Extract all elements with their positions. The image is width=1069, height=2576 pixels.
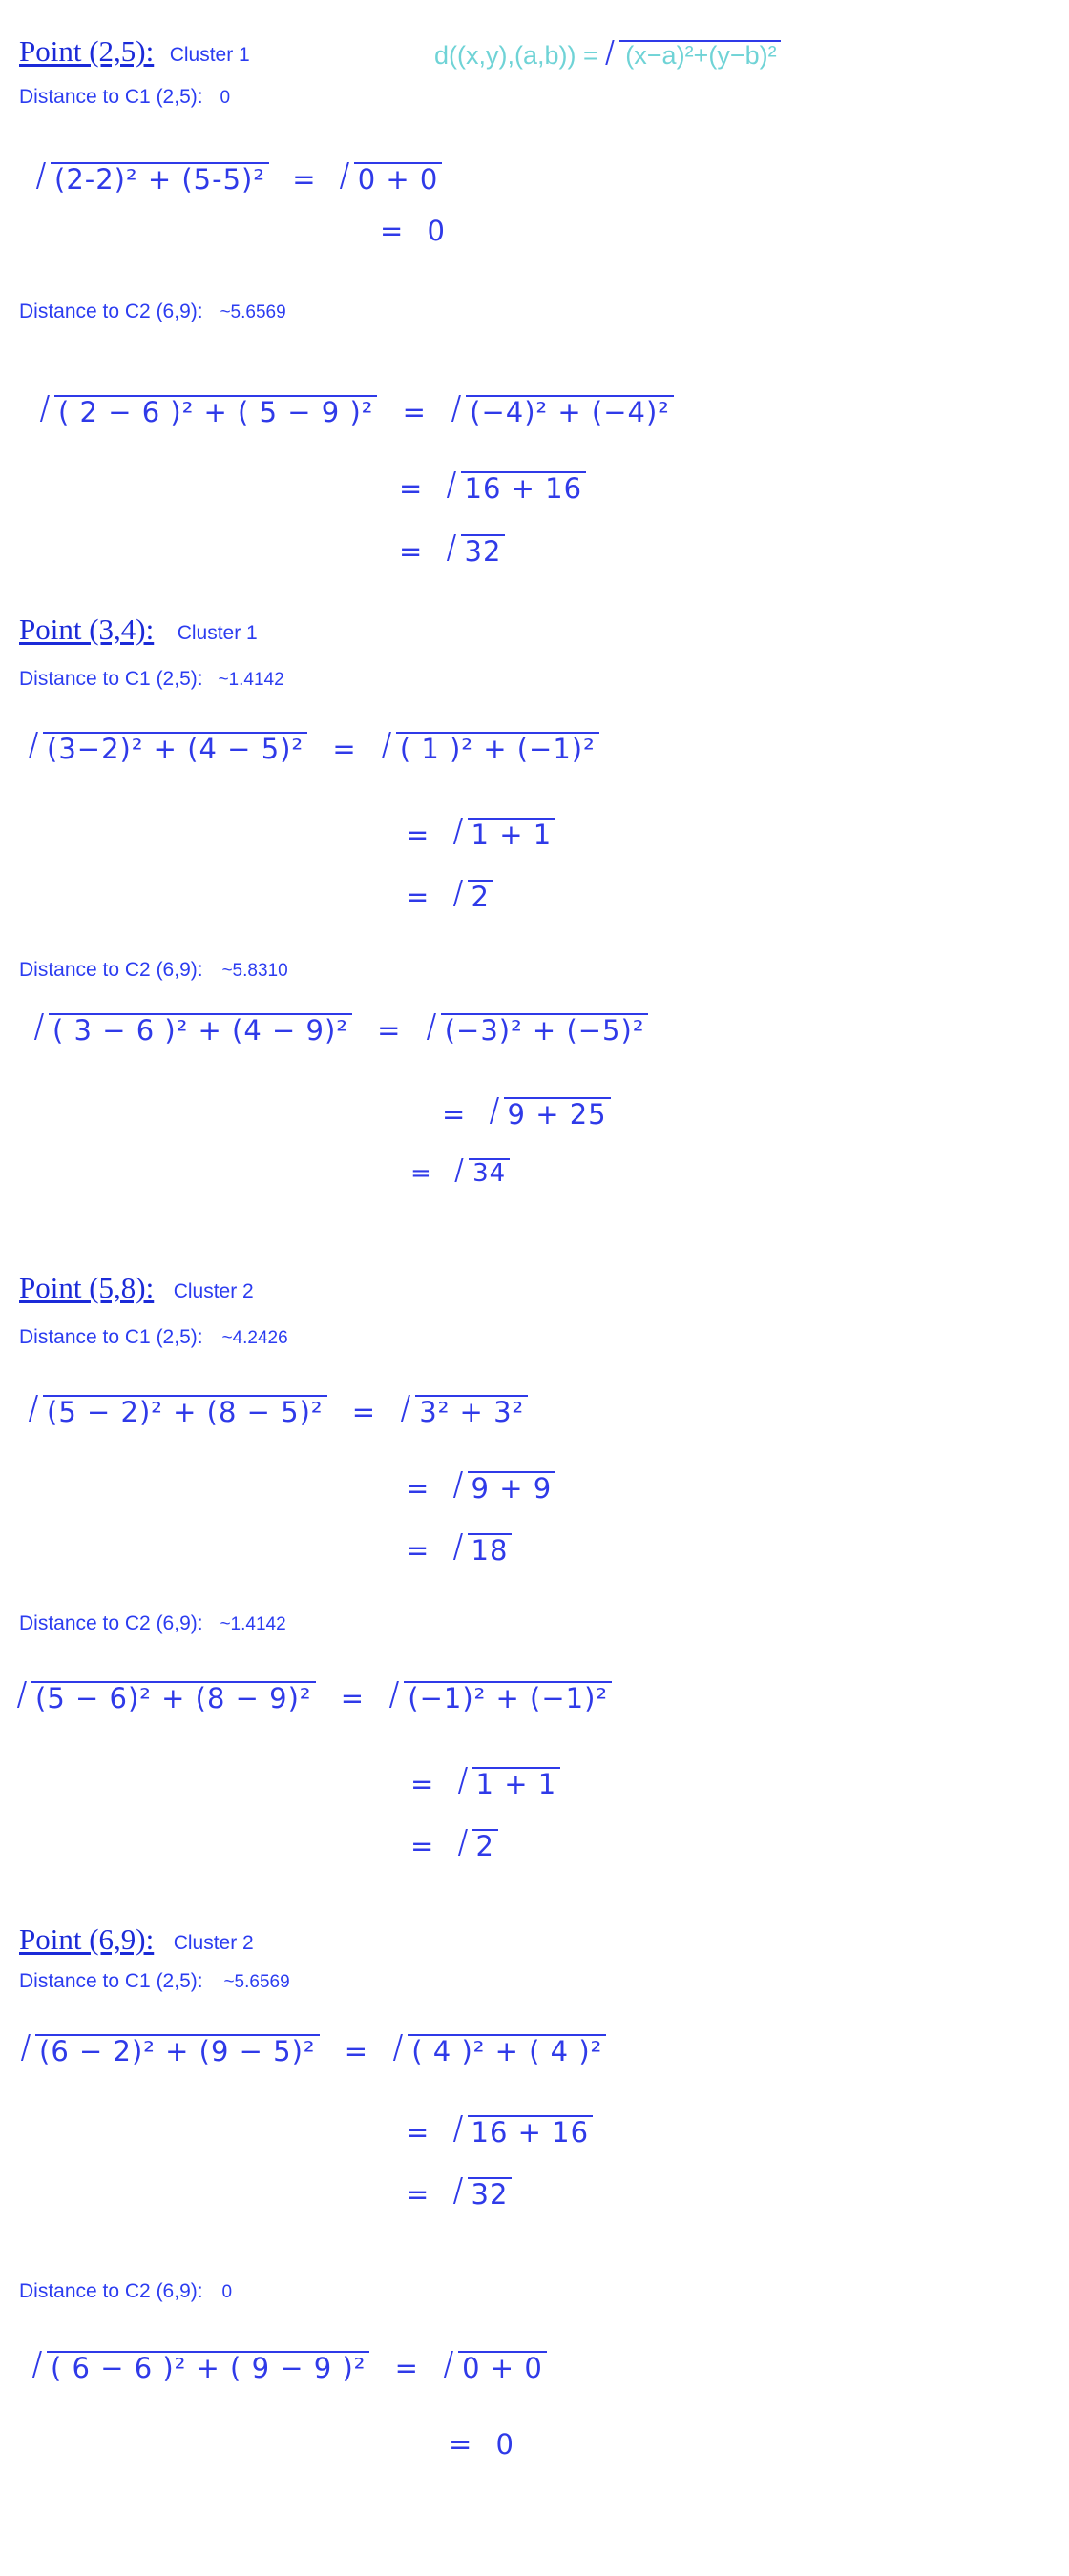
math-eq-2-1-1: = — [410, 1768, 435, 1800]
math-line-0-0-1 — [380, 215, 446, 247]
math-line-2-0-1 — [406, 1469, 555, 1505]
math-eq-2-1-2: = — [410, 1830, 435, 1862]
math-line-1-0-0 — [29, 730, 599, 765]
math-rhs-radical-0-1-0 — [451, 393, 674, 428]
math-rhs-radical-1-1-2 — [454, 1156, 510, 1188]
math-line-1-1-1 — [442, 1095, 611, 1131]
math-rhs-2-0-1: 9 + 9 — [471, 1472, 553, 1505]
math-lhs-2-0-0: (5 − 2)² + (8 − 5)² — [47, 1396, 324, 1428]
math-line-0-1-0 — [40, 393, 674, 428]
math-lhs-radical-1-0-0 — [29, 730, 307, 765]
distance-formula — [434, 38, 781, 71]
math-line-3-0-2 — [406, 2175, 512, 2211]
math-rhs-2-1-0: (−1)² + (−1)² — [408, 1682, 609, 1714]
math-rhs-2-1-2: 2 — [475, 1830, 494, 1862]
point-cluster-3: Cluster 2 — [173, 1932, 254, 1954]
math-eq-0-0-1: = — [380, 215, 405, 247]
distance-value-1-1: ~5.8310 — [221, 961, 288, 981]
distance-label-text-0-1: Distance to C2 (6,9): — [19, 301, 203, 322]
math-line-3-0-0 — [21, 2032, 606, 2067]
math-rhs-radical-3-0-2 — [453, 2175, 513, 2211]
math-lhs-0-1-0: ( 2 − 6 )² + ( 5 − 9 )² — [58, 396, 374, 428]
distance-formula-radical — [605, 38, 780, 71]
math-eq-3-1-1: = — [449, 2428, 473, 2461]
math-rhs-1-0-0: ( 1 )² + (−1)² — [399, 733, 596, 765]
distance-label-0-0 — [19, 86, 230, 109]
distance-label-1-1 — [19, 959, 288, 982]
point-cluster-2: Cluster 2 — [173, 1280, 254, 1302]
distance-formula-radicand: (x−a)²+(y−b)² — [625, 41, 777, 70]
math-rhs-3-1-1: 0 — [495, 2428, 514, 2461]
math-rhs-1-1-1: 9 + 25 — [507, 1098, 607, 1131]
math-line-2-1-2 — [410, 1827, 498, 1862]
math-lhs-1-0-0: (3−2)² + (4 − 5)² — [47, 733, 304, 765]
distance-label-text-2-0: Distance to C1 (2,5): — [19, 1326, 203, 1348]
math-line-0-1-1 — [399, 469, 586, 505]
distance-label-0-1 — [19, 301, 286, 323]
math-line-2-0-0 — [29, 1393, 528, 1428]
math-rhs-radical-2-0-2 — [453, 1531, 513, 1567]
math-rhs-radical-2-0-1 — [453, 1469, 556, 1505]
distance-value-3-1: 0 — [221, 2282, 233, 2302]
point-cluster-0: Cluster 1 — [169, 44, 250, 66]
math-lhs-3-1-0: ( 6 − 6 )² + ( 9 − 9 )² — [51, 2352, 367, 2384]
math-rhs-0-0-1: 0 — [427, 215, 446, 247]
math-rhs-0-1-2: 32 — [464, 535, 502, 568]
math-line-0-0-0 — [36, 160, 442, 196]
distance-label-1-0 — [19, 668, 284, 691]
math-rhs-3-0-0: ( 4 )² + ( 4 )² — [411, 2035, 603, 2067]
math-eq-3-1-0: = — [394, 2352, 419, 2384]
math-rhs-radical-3-0-0 — [393, 2032, 606, 2067]
math-lhs-0-0-0: (2-2)² + (5-5)² — [54, 163, 265, 196]
math-eq-0-1-0: = — [402, 396, 427, 428]
distance-value-3-0: ~5.6569 — [223, 1972, 290, 1992]
math-line-3-1-0 — [32, 2349, 547, 2384]
math-line-1-0-1 — [406, 816, 555, 851]
math-line-1-1-2 — [410, 1156, 510, 1188]
math-eq-2-0-1: = — [406, 1472, 430, 1505]
math-rhs-radical-1-1-0 — [427, 1011, 649, 1047]
distance-label-text-1-0: Distance to C1 (2,5): — [19, 668, 203, 690]
math-eq-0-1-1: = — [399, 472, 424, 505]
math-eq-3-0-0: = — [344, 2035, 369, 2067]
point-title-text-1: Point (3,4): — [19, 613, 155, 646]
math-lhs-radical-0-0-0 — [36, 160, 269, 196]
math-lhs-radical-2-1-0 — [17, 1679, 316, 1714]
math-line-2-1-1 — [410, 1765, 560, 1800]
distance-value-2-1: ~1.4142 — [220, 1614, 286, 1634]
math-eq-0-1-2: = — [399, 535, 424, 568]
math-lhs-radical-3-1-0 — [32, 2349, 369, 2384]
math-eq-0-0-0: = — [292, 163, 317, 196]
distance-formula-lhs: d((x,y),(a,b)) = — [434, 41, 598, 70]
math-eq-3-0-1: = — [406, 2116, 430, 2149]
math-rhs-2-0-0: 3² + 3² — [419, 1396, 525, 1428]
math-line-3-0-1 — [406, 2113, 593, 2149]
point-title-2 — [19, 1271, 254, 1305]
point-cluster-1: Cluster 1 — [177, 622, 258, 644]
distance-label-text-3-1: Distance to C2 (6,9): — [19, 2280, 203, 2302]
math-rhs-0-1-0: (−4)² + (−4)² — [470, 396, 670, 428]
math-lhs-3-0-0: (6 − 2)² + (9 − 5)² — [39, 2035, 316, 2067]
math-lhs-2-1-0: (5 − 6)² + (8 − 9)² — [35, 1682, 312, 1714]
math-rhs-radical-2-1-2 — [458, 1827, 498, 1862]
math-eq-1-1-0: = — [377, 1014, 402, 1047]
distance-label-text-0-0: Distance to C1 (2,5): — [19, 86, 203, 108]
point-title-text-3: Point (6,9): — [19, 1922, 155, 1956]
math-line-1-1-0 — [34, 1011, 648, 1047]
math-rhs-radical-2-1-1 — [458, 1765, 561, 1800]
math-rhs-2-1-1: 1 + 1 — [475, 1768, 557, 1800]
math-rhs-radical-3-0-1 — [453, 2113, 594, 2149]
math-rhs-radical-3-1-0 — [444, 2349, 547, 2384]
distance-label-3-1 — [19, 2280, 232, 2303]
math-rhs-1-0-2: 2 — [471, 881, 490, 913]
point-title-3 — [19, 1922, 254, 1957]
math-line-2-1-0 — [17, 1679, 612, 1714]
math-eq-2-0-0: = — [351, 1396, 377, 1428]
math-lhs-radical-1-1-0 — [34, 1011, 352, 1047]
distance-value-1-0: ~1.4142 — [218, 670, 284, 690]
distance-value-0-0: 0 — [220, 88, 231, 108]
math-lhs-radical-0-1-0 — [40, 393, 377, 428]
math-rhs-radical-2-1-0 — [389, 1679, 612, 1714]
point-title-text-2: Point (5,8): — [19, 1271, 155, 1304]
math-rhs-1-0-1: 1 + 1 — [471, 819, 553, 851]
distance-label-text-2-1: Distance to C2 (6,9): — [19, 1612, 203, 1634]
math-rhs-radical-1-0-2 — [453, 878, 493, 913]
math-rhs-1-1-0: (−3)² + (−5)² — [444, 1014, 645, 1047]
math-eq-1-0-0: = — [332, 733, 357, 765]
math-line-1-0-2 — [406, 878, 493, 913]
math-lhs-radical-2-0-0 — [29, 1393, 327, 1428]
point-title-1 — [19, 613, 258, 647]
math-rhs-radical-1-0-1 — [453, 816, 556, 851]
point-title-0 — [19, 34, 250, 69]
math-rhs-radical-0-0-0 — [340, 160, 443, 196]
math-eq-1-1-1: = — [442, 1098, 467, 1131]
math-eq-1-0-2: = — [406, 881, 430, 913]
distance-value-0-1: ~5.6569 — [220, 302, 286, 322]
distance-label-text-1-1: Distance to C2 (6,9): — [19, 959, 203, 981]
math-eq-1-0-1: = — [406, 819, 430, 851]
math-rhs-0-1-1: 16 + 16 — [464, 472, 583, 505]
distance-label-text-3-0: Distance to C1 (2,5): — [19, 1970, 203, 1992]
math-rhs-radical-0-1-2 — [447, 532, 506, 568]
distance-value-2-0: ~4.2426 — [221, 1328, 288, 1348]
math-eq-2-1-0: = — [340, 1682, 366, 1714]
math-line-2-0-2 — [406, 1531, 512, 1567]
math-lhs-radical-3-0-0 — [21, 2032, 320, 2067]
point-title-text-0: Point (2,5): — [19, 34, 155, 68]
math-line-3-1-1 — [449, 2428, 514, 2461]
math-rhs-radical-1-0-0 — [382, 730, 599, 765]
math-rhs-0-0-0: 0 + 0 — [357, 163, 439, 196]
math-rhs-radical-2-0-0 — [401, 1393, 528, 1428]
distance-label-2-1 — [19, 1612, 286, 1635]
math-line-0-1-2 — [399, 532, 505, 568]
math-rhs-radical-0-1-1 — [447, 469, 587, 505]
distance-label-3-0 — [19, 1970, 290, 1993]
math-eq-1-1-2: = — [410, 1159, 432, 1188]
math-eq-3-0-2: = — [406, 2178, 430, 2211]
math-rhs-3-1-0: 0 + 0 — [462, 2352, 543, 2384]
math-rhs-3-0-2: 32 — [471, 2178, 509, 2211]
math-eq-2-0-2: = — [406, 1534, 430, 1567]
math-lhs-1-1-0: ( 3 − 6 )² + (4 − 9)² — [52, 1014, 348, 1047]
math-rhs-radical-1-1-1 — [490, 1095, 611, 1131]
math-rhs-1-1-2: 34 — [472, 1159, 507, 1188]
distance-label-2-0 — [19, 1326, 288, 1349]
math-rhs-2-0-2: 18 — [471, 1534, 509, 1567]
math-rhs-3-0-1: 16 + 16 — [471, 2116, 590, 2149]
